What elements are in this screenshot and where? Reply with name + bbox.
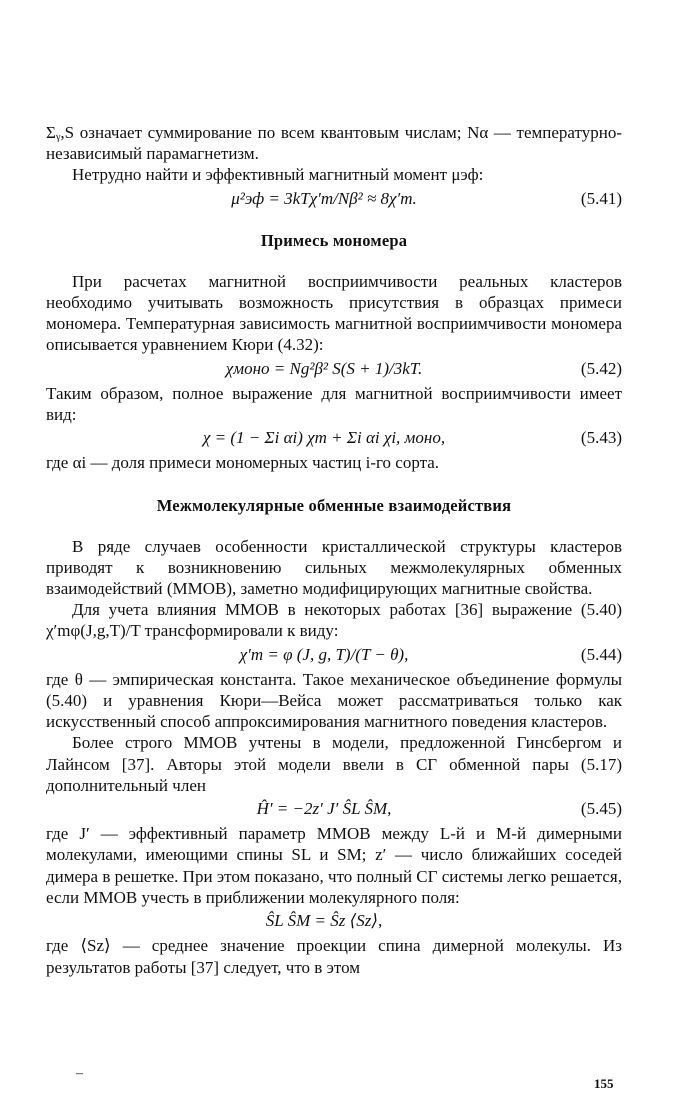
page-number: 155 [594, 1076, 614, 1091]
equation-formula: χ′m = φ (J, g, T)/(T − θ), [239, 644, 409, 664]
equation-number: (5.41) [580, 188, 622, 208]
equation-5-42 [46, 358, 622, 379]
page-body [46, 122, 622, 978]
footer-mark: – [76, 1066, 83, 1081]
equation-formula: Ĥ′ = −2z′ J′ ŜL ŜM, [256, 799, 392, 819]
section-heading-monomer: Примесь мономера [260, 230, 408, 250]
equation-molecular-field [46, 910, 622, 931]
paragraph-monomer-impurity: При расчетах магнитной восприимчивости реальных кластеров необходимо учитывать возможность присутствия в образцах примеси мономера. Температурная зависимость магнитной восприимчивости мономера описывается уравнением Кюри (4.32): [46, 271, 622, 355]
equation-number: (5.44) [580, 644, 622, 664]
equation-formula: μ²эф = 3kTχ′m/Nβ² ≈ 8χ′m. [231, 188, 417, 208]
equation-formula: χмоно = Ng²β² S(S + 1)/3kT. [225, 358, 423, 378]
equation-5-44 [46, 644, 622, 665]
equation-5-43 [46, 427, 622, 448]
equation-number: (5.42) [580, 358, 622, 378]
paragraph-effective-moment: Нетрудно найти и эффективный магнитный момент μэф: [72, 165, 484, 185]
paragraph-sum-definition: Σᵧ,S означает суммирование по всем квантовым числам; Nα — температурно-независимый парамагнетизм. [46, 123, 622, 164]
equation-formula: χ = (1 − Σi αi) χm + Σi αi χi, моно, [202, 428, 446, 448]
equation-5-41 [46, 188, 622, 209]
equation-formula: ŜL ŜM = Ŝz ⟨Sz⟩, [265, 911, 383, 931]
paragraph-total-susceptibility: Таким образом, полное выражение для магнитной восприимчивости имеет вид: [46, 383, 622, 425]
paragraph-ginsberg-lines-model: Более строго ММОВ учтены в модели, предложенной Гинсбергом и Лайнсом [37]. Авторы этой модели ввели в СГ обменной пары (5.17) дополнительный член [46, 733, 622, 795]
equation-number: (5.43) [580, 428, 622, 448]
paragraph-mmov-accounting: Для учета влияния ММОВ в некоторых работах [36] выражение (5.40) χ′mφ(J,g,T)/T трансформировали к виду: [46, 600, 622, 641]
paragraph-crystal-structure: В ряде случаев особенности кристаллической структуры кластеров приводят к возникновению сильных межмолекулярных обменных взаимодействий (ММОВ), заметно модифицирующих магнитные свойства. [46, 536, 622, 599]
paragraph-sz-average: где ⟨Sz⟩ — среднее значение проекции спина димерной молекулы. Из результатов работы [37] следует, что в этом [46, 936, 622, 977]
equation-number: (5.45) [580, 799, 622, 819]
equation-5-45 [46, 798, 622, 819]
paragraph-theta-definition: где θ — эмпирическая константа. Такое механическое объединение формулы (5.40) и уравнения Кюри—Вейса может рассматриваться только как искусственный способ аппроксимирования магнитного поведения кластеров. [46, 669, 622, 732]
section-heading-intermolecular: Межмолекулярные обменные взаимодействия [156, 495, 512, 515]
paragraph-j-prime-definition: где J′ — эффективный параметр ММОВ между L-й и M-й димерными молекулами, имеющими спины SL и SM; z′ — число ближайших соседей димера в решетке. При этом показано, что полный СГ системы легко решается, если ММОВ учесть в приближении молекулярного поля: [46, 824, 622, 907]
paragraph-alpha-definition: где αi — доля примеси мономерных частиц i-го сорта. [46, 453, 440, 473]
